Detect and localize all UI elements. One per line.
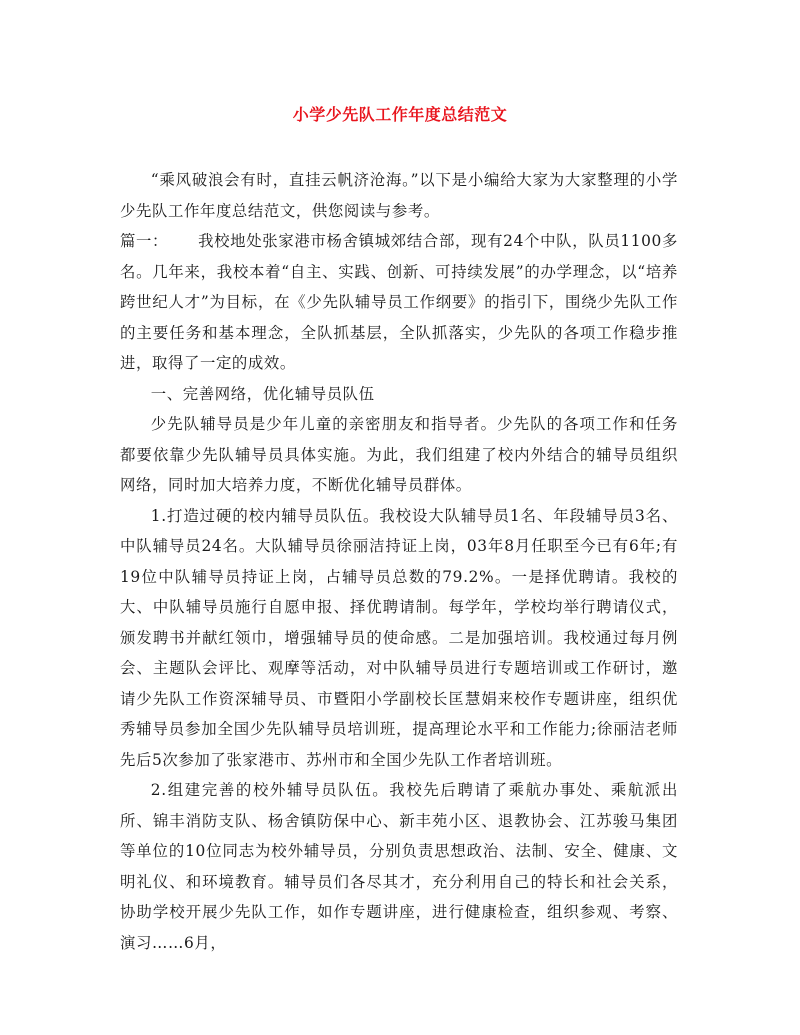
intro-paragraph: “乘风破浪会有时，直挂云帆济沧海。”以下是小编给大家为大家整理的小学少先队工作年度总结范文，供您阅读与参考。	[120, 171, 678, 220]
section-paragraph: 少先队辅导员是少年儿童的亲密朋友和指导者。少先队的各项工作和任务都要依靠少先队辅导员具体实施。为此，我们组建了校内外结合的辅导员组织网络，同时加大培养力度，不断优化辅导员群体。	[120, 415, 678, 494]
part-one-paragraph	[120, 226, 678, 379]
section-heading: 一、完善网络，优化辅导员队伍	[150, 384, 375, 403]
part-label: 篇一：	[120, 232, 168, 250]
part-text: 我校地处张家港市杨舍镇城郊结合部，现有24个中队，队员1100多名。几年来，我校本着“自主、实践、创新、可持续发展”的办学理念，以“培养跨世纪人才”为目标，在《少先队辅导员工作纲要》的指引下，围绕少先队工作的主要任务和基本理念，全队抓基层，全队抓落实，少先队的各项工作稳步推进，取得了一定的成效。	[120, 232, 678, 372]
document-body	[120, 165, 678, 958]
document-title: 小学少先队工作年度总结范文	[292, 105, 508, 124]
list-item-1: 1.打造过硬的校内辅导员队伍。我校设大队辅导员1名、年段辅导员3名、中队辅导员24名。大队辅导员徐丽洁持证上岗，03年8月任职至今已有6年;有19位中队辅导员持证上岗，占辅导员总数的79.2%。一是择优聘请。我校的大、中队辅导员施行自愿申报、择优聘请制。每学年，学校均举行聘请仪式，颁发聘书并献红领巾，增强辅导员的使命感。二是加强培训。我校通过每月例会、主题队会评比、观摩等活动，对中队辅导员进行专题培训或工作研讨，邀请少先队工作资深辅导员、市暨阳小学副校长匡慧娟来校作专题讲座，组织优秀辅导员参加全国少先队辅导员培训班，提高理论水平和工作能力;徐丽洁老师先后5次参加了张家港市、苏州市和全国少先队工作者培训班。	[120, 506, 678, 769]
list-item-2: 2.组建完善的校外辅导员队伍。我校先后聘请了乘航办事处、乘航派出所、锦丰消防支队、杨舍镇防保中心、新丰苑小区、退教协会、江苏骏马集团等单位的10位同志为校外辅导员，分别负责思想政治、法制、安全、健康、文明礼仪、和环境教育。辅导员们各尽其才，充分利用自己的特长和社会关系，协助学校开展少先队工作，如作专题讲座，进行健康检查，组织参观、考察、演习……6月，	[120, 781, 678, 952]
